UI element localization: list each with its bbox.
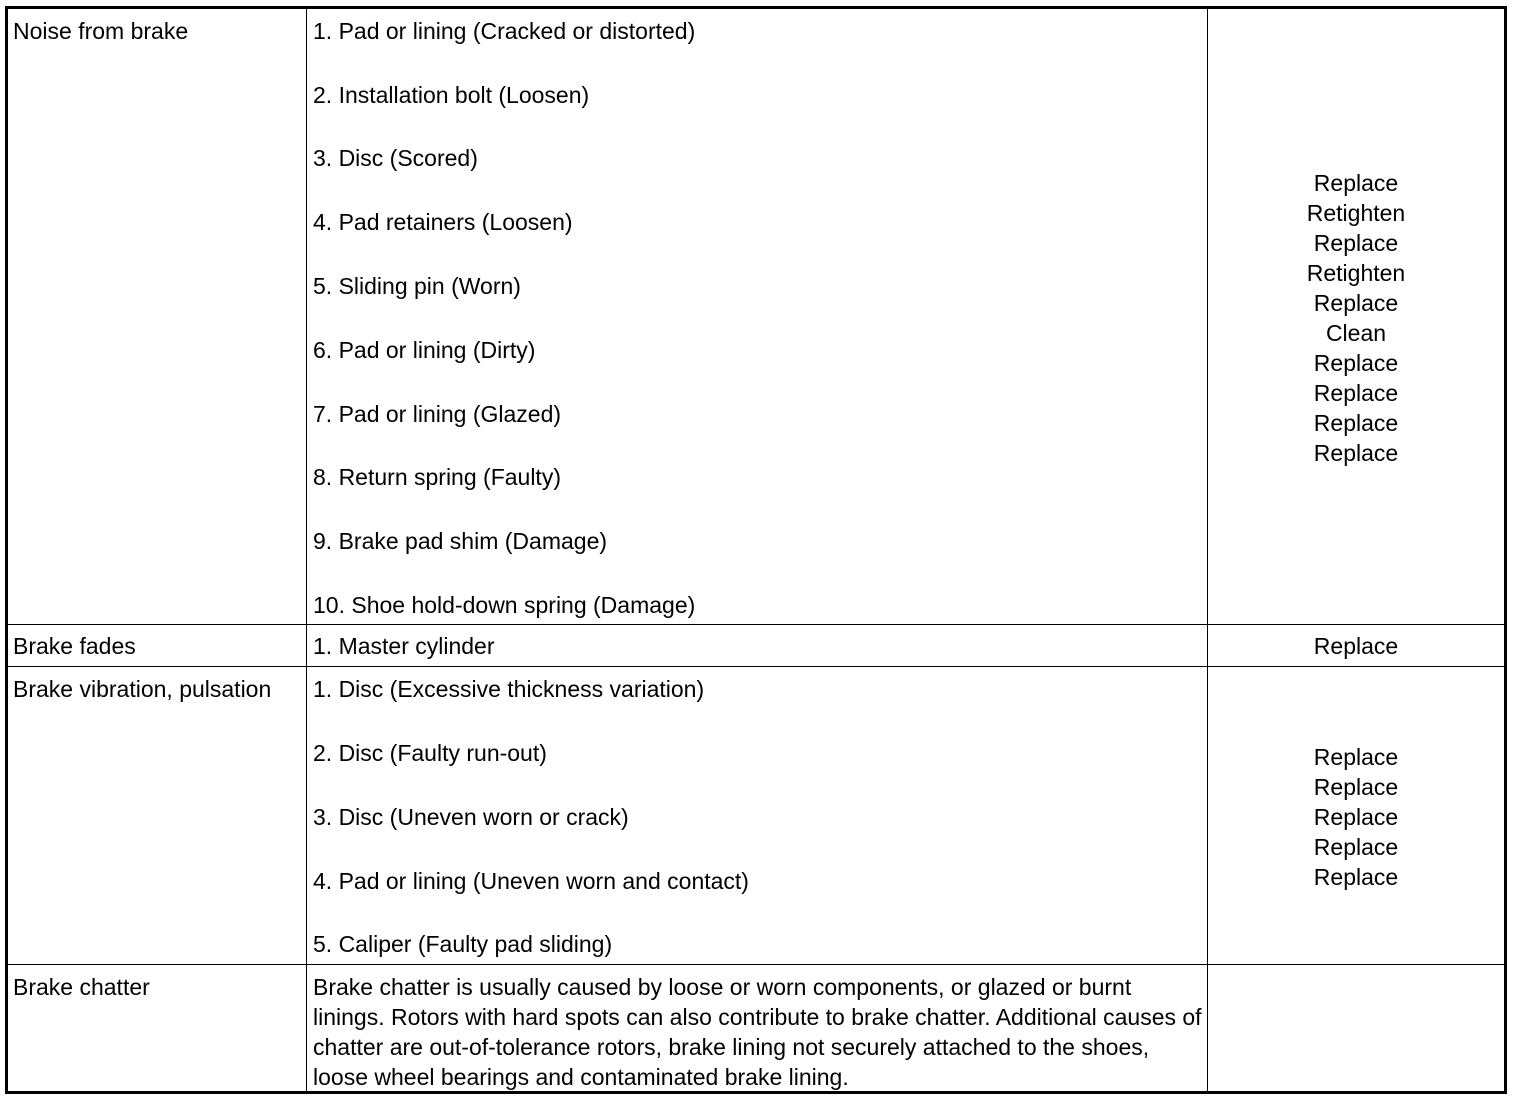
remedies-cell	[1208, 667, 1504, 964]
condition-cell	[8, 9, 307, 624]
cause-item: 1. Disc (Excessive thickness variation)	[313, 676, 705, 702]
remedy-item: Replace	[1313, 774, 1399, 800]
cause-item: 8. Return spring (Faulty)	[313, 464, 561, 490]
troubleshooting-table	[5, 6, 1507, 1094]
cause-item: 4. Pad retainers (Loosen)	[313, 209, 573, 235]
remedy-item: Replace	[1313, 440, 1399, 466]
remedy-item: Replace	[1313, 410, 1399, 436]
remedy-item: Replace	[1313, 230, 1399, 256]
remedy-item: Retighten	[1306, 260, 1406, 286]
cause-item: 4. Pad or lining (Uneven worn and contact)	[313, 868, 749, 894]
condition-label: Brake chatter	[13, 974, 150, 1000]
cause-item: 2. Installation bolt (Loosen)	[313, 82, 590, 108]
remedy-list	[1208, 742, 1504, 892]
causes-cell	[307, 9, 1208, 624]
cause-item: 10. Shoe hold-down spring (Damage)	[313, 592, 696, 618]
table-row-fades	[8, 625, 1504, 667]
remedy-item: Replace	[1313, 744, 1399, 770]
condition-label: Brake fades	[13, 633, 136, 659]
chatter-description: Brake chatter is usually caused by loose or worn components, or glazed or burnt linings. Rotors with hard spots can also contribute to brake chatter. Additional causes of chatter are out-of-tolerance rotors, brake lining not securely attached to the shoes, loose wheel bearings and contaminated brake lining.	[313, 974, 1202, 1090]
remedy-item: Replace	[1313, 290, 1399, 316]
table-row-vibration	[8, 667, 1504, 965]
cause-item: 2. Disc (Faulty run-out)	[313, 740, 547, 766]
condition-label: Brake vibration, pulsation	[13, 676, 272, 702]
remedies-cell	[1208, 625, 1504, 666]
condition-cell	[8, 965, 307, 1091]
cause-item: 3. Disc (Scored)	[313, 145, 478, 171]
remedy-item: Replace	[1313, 633, 1399, 659]
cause-item: 1. Master cylinder	[313, 633, 495, 659]
condition-label: Noise from brake	[13, 18, 189, 44]
remedy-item: Clean	[1325, 320, 1387, 346]
cause-item: 3. Disc (Uneven worn or crack)	[313, 804, 629, 830]
remedies-cell	[1208, 965, 1504, 1091]
remedy-item: Retighten	[1306, 200, 1406, 226]
cause-item: 6. Pad or lining (Dirty)	[313, 337, 536, 363]
condition-cell	[8, 667, 307, 964]
remedy-item: Replace	[1313, 170, 1399, 196]
condition-cell	[8, 625, 307, 666]
cause-item: 7. Pad or lining (Glazed)	[313, 401, 562, 427]
remedies-cell	[1208, 9, 1504, 624]
remedy-item: Replace	[1313, 380, 1399, 406]
description-cell	[307, 965, 1208, 1091]
cause-item: 5. Sliding pin (Worn)	[313, 273, 521, 299]
remedy-list	[1208, 168, 1504, 468]
cause-item: 9. Brake pad shim (Damage)	[313, 528, 608, 554]
remedy-list	[1208, 631, 1504, 661]
remedy-item: Replace	[1313, 864, 1399, 890]
remedy-item: Replace	[1313, 834, 1399, 860]
causes-cell	[307, 625, 1208, 666]
causes-cell	[307, 667, 1208, 964]
table-row-chatter	[8, 965, 1504, 1091]
remedy-item: Replace	[1313, 804, 1399, 830]
remedy-item: Replace	[1313, 350, 1399, 376]
cause-item: 5. Caliper (Faulty pad sliding)	[313, 931, 613, 957]
cause-item: 1. Pad or lining (Cracked or distorted)	[313, 18, 696, 44]
table-row-noise	[8, 9, 1504, 625]
